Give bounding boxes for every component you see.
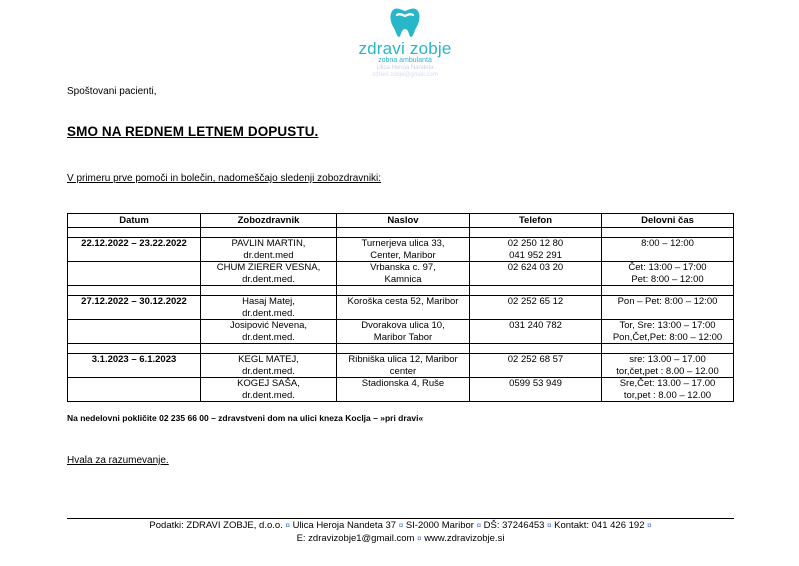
greeting: Spoštovani pacienti, (67, 86, 157, 97)
table-row (68, 378, 734, 402)
footer (67, 520, 734, 545)
footer-tax-id: DŠ: 37246453 (483, 520, 545, 531)
cell-address (337, 378, 470, 402)
footer-email[interactable]: E: zdravizobje1@gmail.com (296, 532, 415, 544)
dentist-title: dr.dent.med. (242, 365, 295, 377)
address-line: Ribniška ulica 12, Maribor (348, 354, 458, 365)
footer-divider (67, 518, 734, 519)
hours-line: tor,čet,pet : 8.00 – 12.00 (616, 365, 719, 377)
cell-date: 22.12.2022 – 23.22.2022 (68, 238, 201, 262)
dentist-title: dr.dent.med. (242, 331, 295, 343)
logo-brand: zdravi zobje (358, 39, 452, 58)
dentist-title: dr.dent.med (243, 249, 294, 261)
cell-phone (470, 320, 602, 344)
intro-text: V primeru prve pomoči in bolečin, nadomeščajo sledenji zobozdravniki: (67, 173, 382, 184)
footer-street: Ulica Heroja Nandeta 37 (292, 520, 397, 531)
address-line: center (389, 365, 417, 377)
address-line: Stadionska 4, Ruše (361, 378, 445, 389)
cell-dentist (201, 354, 337, 378)
cell-address (337, 262, 470, 286)
address-line: Turnerjeva ulica 33, (361, 238, 445, 249)
footer-separator: ¤ (476, 521, 482, 530)
table-spacer-row (68, 344, 734, 354)
logo-subtitle: zobna ambulanta (378, 57, 432, 64)
dentist-name: CHUM ZIERER VESNA, (216, 262, 321, 273)
logo (355, 6, 455, 80)
dentist-title: dr.dent.med. (242, 307, 295, 319)
table-row (68, 320, 734, 344)
dentist-title: dr.dent.med. (242, 273, 295, 285)
logo-address: Ulica Heroja Nandeta (376, 65, 434, 71)
logo-email: zdravi.zobje@gmail.com (372, 72, 438, 78)
cell-phone (470, 296, 602, 320)
emergency-note: Na nedelovni pokličite 02 235 66 00 – zdravstveni dom na ulici kneza Koclja – »pri dravi« (67, 413, 424, 423)
phone-number: 02 252 65 12 (507, 296, 564, 307)
cell-dentist (201, 320, 337, 344)
footer-contact: Kontakt: 041 426 192 (554, 520, 645, 531)
dentist-name: KOGEJ SAŠA, (237, 378, 300, 389)
address-line: Koroška cesta 52, Maribor (347, 296, 459, 307)
cell-hours (602, 238, 734, 262)
hours-line: Pon,Čet,Pet: 8:00 – 12:00 (612, 331, 723, 343)
footer-separator: ¤ (647, 521, 652, 530)
headline: SMO NA REDNEM LETNEM DOPUSTU. (67, 124, 319, 139)
cell-address (337, 320, 470, 344)
address-line: Vrbanska c. 97, (370, 262, 436, 273)
cell-date (68, 262, 201, 286)
cell-date (68, 378, 201, 402)
table-header-row (68, 214, 734, 228)
hours-line: Tor, Sre: 13:00 – 17:00 (619, 320, 716, 331)
footer-line-1 (67, 520, 734, 533)
footer-line-2 (67, 533, 734, 546)
table-spacer-row (68, 228, 734, 238)
phone-number: 041 952 291 (509, 249, 562, 261)
cell-date: 3.1.2023 – 6.1.2023 (68, 354, 201, 378)
table-row (68, 296, 734, 320)
hours-line: tor,pet : 8.00 – 12.00 (623, 389, 712, 401)
cell-dentist (201, 378, 337, 402)
dentist-title: dr.dent.med. (242, 389, 295, 401)
table-row (68, 238, 734, 262)
phone-number: 02 252 68 57 (507, 354, 564, 365)
phone-number: 02 250 12 80 (507, 238, 564, 249)
footer-city: SI-2000 Maribor (405, 520, 474, 531)
cell-hours (602, 262, 734, 286)
phone-number: 031 240 782 (509, 320, 562, 331)
dentist-name: Hasaj Matej, (242, 296, 295, 307)
footer-website[interactable]: www.zdravizobje.si (424, 532, 505, 544)
address-line: Maribor Tabor (373, 331, 433, 343)
col-header-hours: Delovni čas (602, 214, 734, 228)
dentist-name: KEGL MATEJ, (238, 354, 299, 365)
cell-dentist (201, 262, 337, 286)
cell-phone (470, 238, 602, 262)
footer-separator: ¤ (398, 521, 404, 530)
phone-number: 02 624 03 20 (507, 262, 564, 273)
hours-line: Pon – Pet: 8:00 – 12:00 (617, 296, 718, 307)
table-row (68, 354, 734, 378)
table-spacer-row (68, 286, 734, 296)
address-line: Center, Maribor (370, 249, 436, 261)
cell-phone (470, 354, 602, 378)
cell-address (337, 238, 470, 262)
hours-line: sre: 13.00 – 17.00 (629, 354, 706, 365)
col-header-dentist: Zobozdravnik (201, 214, 337, 228)
hours-line: Sre,Čet: 13.00 – 17.00 (619, 378, 716, 389)
thanks-text: Hvala za razumevanje. (67, 455, 169, 466)
cell-hours (602, 320, 734, 344)
col-header-phone: Telefon (470, 214, 602, 228)
cell-hours (602, 378, 734, 402)
cell-phone (470, 378, 602, 402)
footer-company: Podatki: ZDRAVI ZOBJE, d.o.o. (149, 520, 283, 531)
footer-separator: ¤ (547, 521, 552, 530)
col-header-date: Datum (68, 214, 201, 228)
address-line: Kamnica (384, 273, 422, 285)
cell-hours (602, 296, 734, 320)
hours-line: Čet: 13:00 – 17:00 (628, 262, 707, 273)
cell-hours (602, 354, 734, 378)
tooth-icon (388, 6, 422, 38)
cell-address (337, 354, 470, 378)
dentist-name: PAVLIN MARTIN, (231, 238, 306, 249)
hours-line: 8:00 – 12:00 (641, 238, 694, 249)
cell-date: 27.12.2022 – 30.12.2022 (68, 296, 201, 320)
schedule-table (67, 213, 734, 402)
table-row (68, 262, 734, 286)
footer-separator: ¤ (417, 533, 422, 543)
cell-phone (470, 262, 602, 286)
cell-dentist (201, 296, 337, 320)
dentist-name: Josipović Nevena, (229, 320, 308, 331)
cell-address (337, 296, 470, 320)
footer-separator: ¤ (285, 521, 290, 530)
cell-date (68, 320, 201, 344)
phone-number: 0599 53 949 (509, 378, 562, 389)
cell-dentist (201, 238, 337, 262)
address-line: Dvorakova ulica 10, (361, 320, 445, 331)
col-header-address: Naslov (337, 214, 470, 228)
hours-line: Pet: 8:00 – 12:00 (631, 273, 704, 285)
